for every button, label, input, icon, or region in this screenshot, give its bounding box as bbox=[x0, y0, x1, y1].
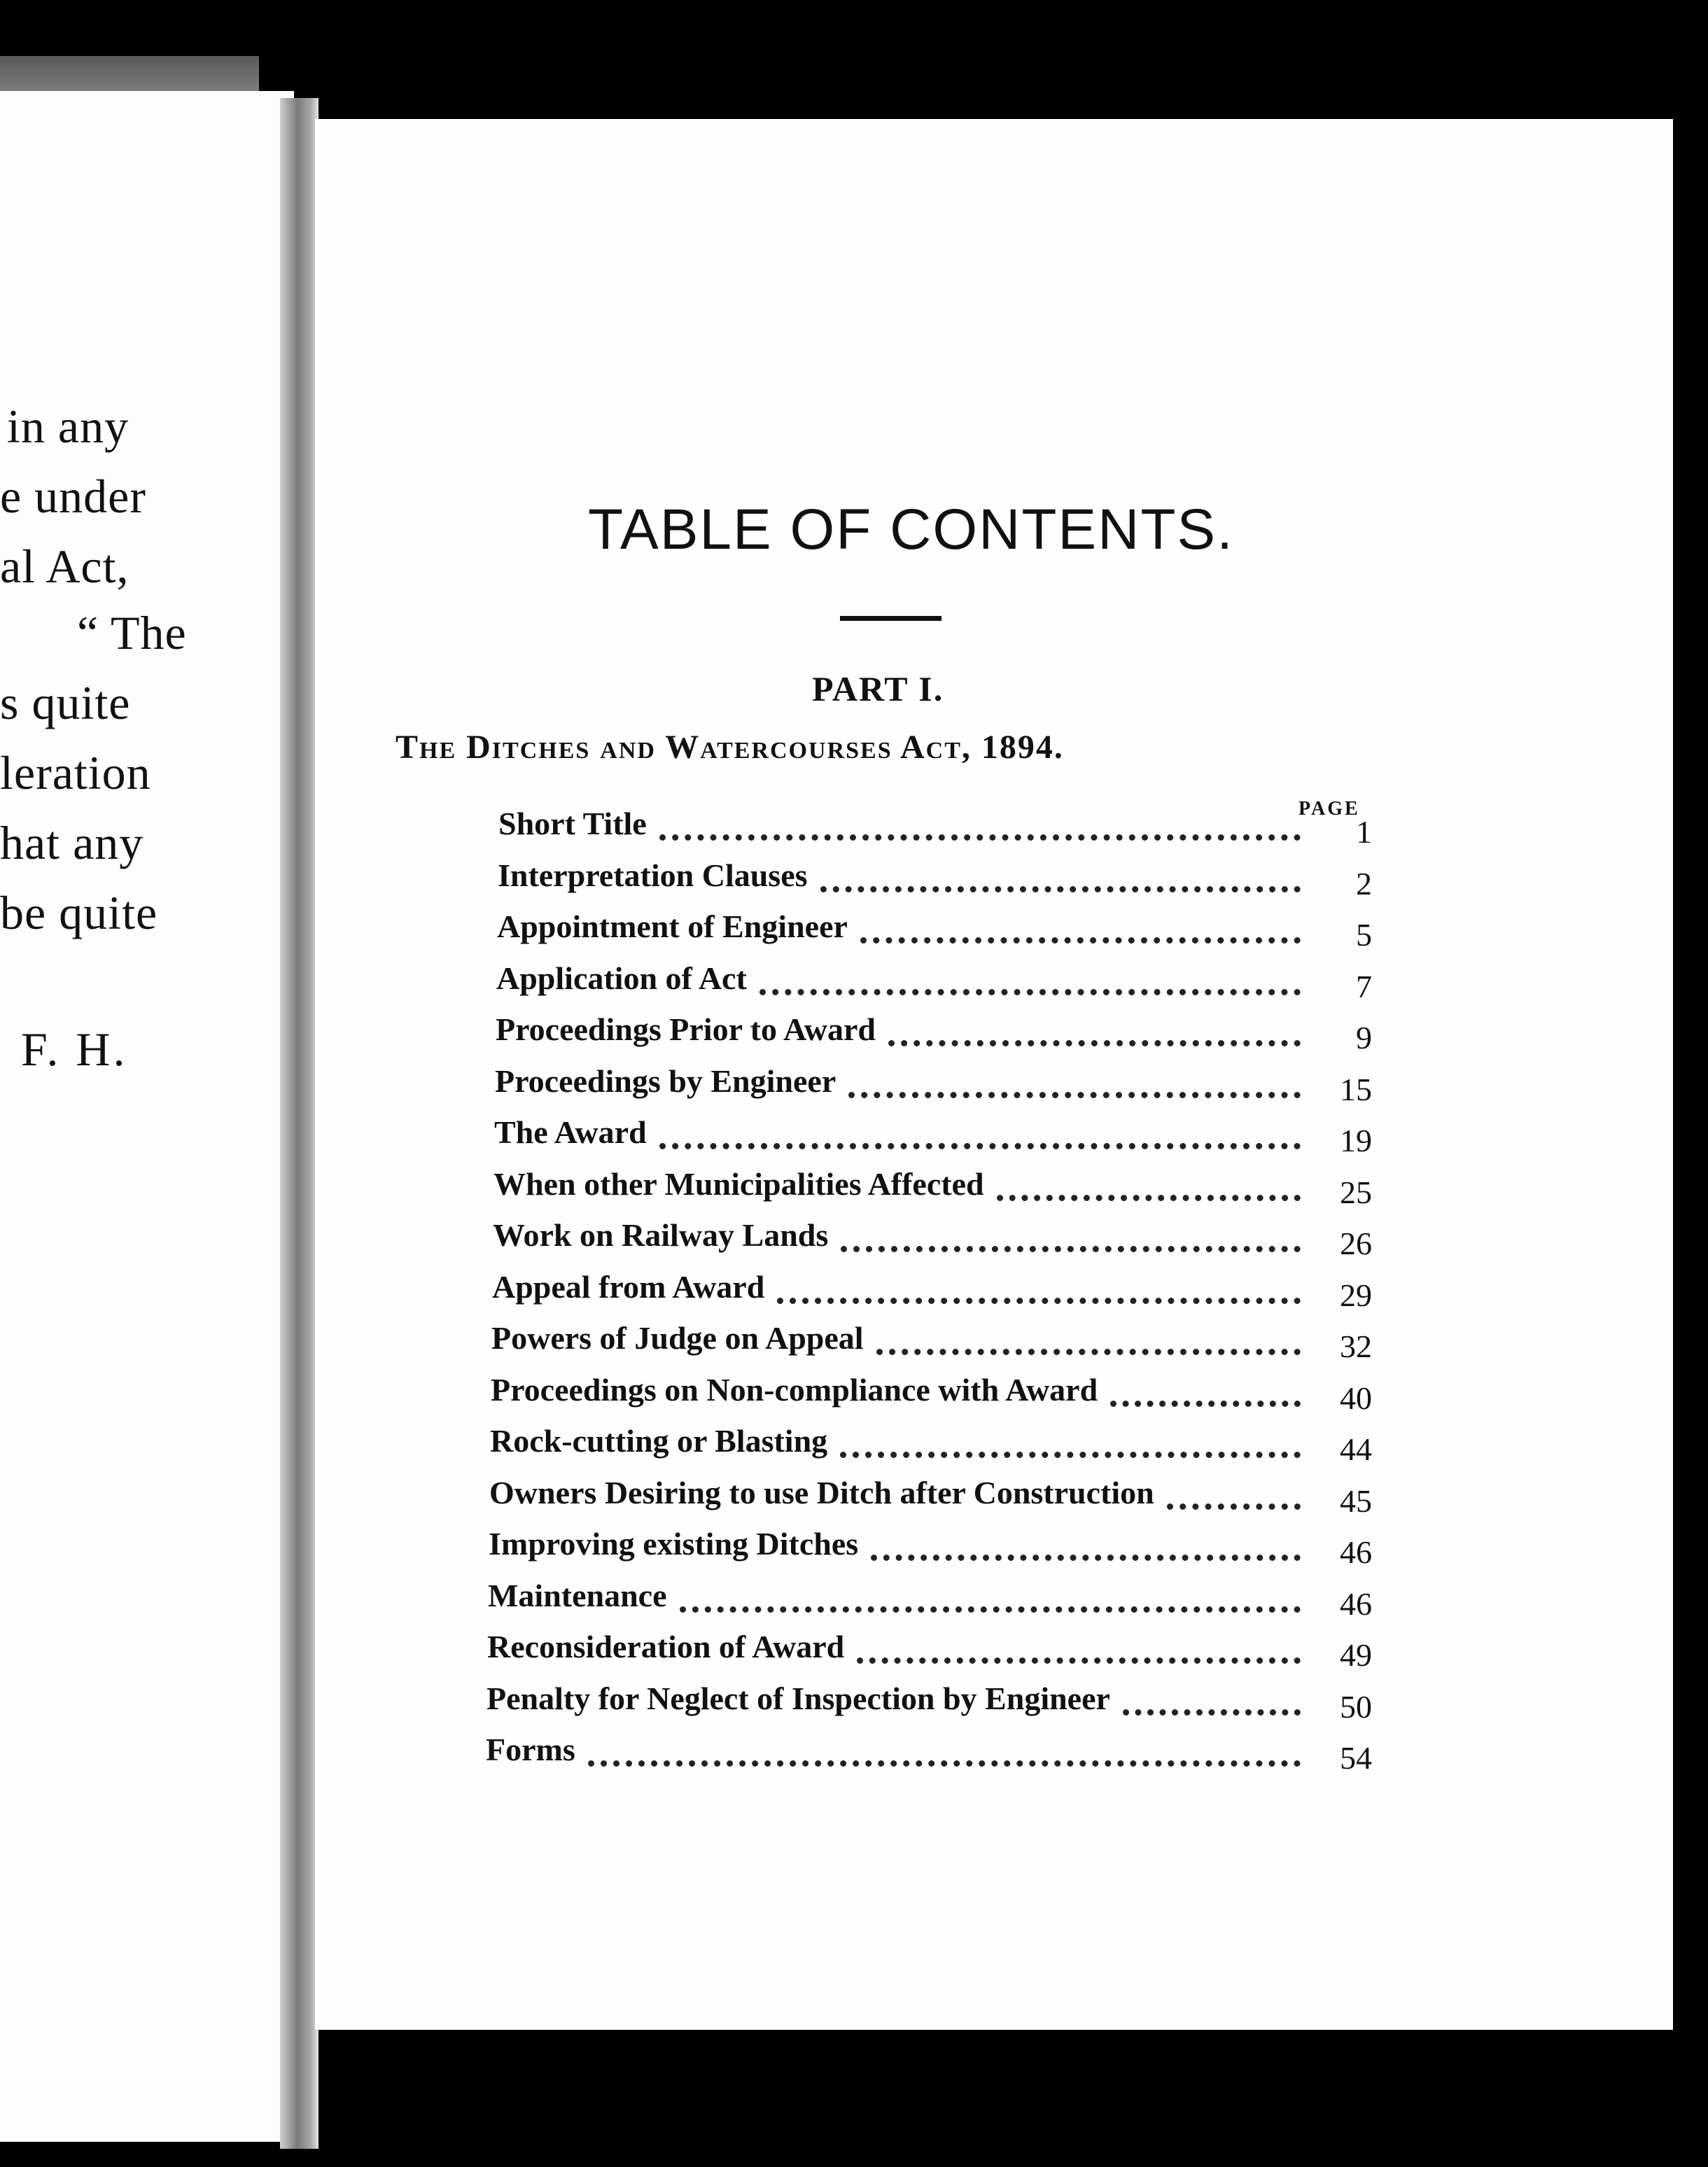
toc-entry-label: Owners Desiring to use Ditch after Construction bbox=[489, 1474, 1167, 1511]
toc-entry bbox=[483, 908, 1372, 960]
toc-dot-leader bbox=[820, 886, 1301, 892]
toc-dot-leader bbox=[871, 1555, 1301, 1561]
toc-entry-page: 49 bbox=[1340, 1637, 1372, 1673]
toc-entry-page: 1 bbox=[1356, 814, 1372, 850]
toc-entry-label: Work on Railway Lands bbox=[493, 1216, 841, 1254]
toc-entry bbox=[483, 1628, 1372, 1680]
toc-dot-leader bbox=[659, 834, 1301, 841]
toc-entry bbox=[483, 960, 1372, 1011]
toc-dot-leader bbox=[840, 1452, 1301, 1458]
left-page-text-line: s quite bbox=[0, 676, 131, 729]
toc-dot-leader bbox=[1110, 1401, 1301, 1407]
toc-dot-leader bbox=[588, 1760, 1301, 1767]
toc-entry bbox=[483, 1216, 1372, 1268]
toc-entry-page: 44 bbox=[1340, 1431, 1372, 1467]
toc-entry-label: Reconsideration of Award bbox=[487, 1628, 857, 1665]
toc-entry-page: 15 bbox=[1340, 1071, 1372, 1107]
left-page-text-line: hat any bbox=[0, 816, 144, 869]
toc-dot-leader bbox=[680, 1606, 1301, 1613]
toc-entry-label: When other Municipalities Affected bbox=[493, 1165, 997, 1202]
toc-entry-label: Proceedings by Engineer bbox=[495, 1063, 848, 1100]
toc-entry-label: Penalty for Neglect of Inspection by Engineer bbox=[486, 1680, 1123, 1717]
toc-entry-label: Proceedings Prior to Award bbox=[496, 1011, 888, 1048]
toc-entry bbox=[483, 1268, 1372, 1320]
toc-entry bbox=[483, 1319, 1372, 1371]
toc-dot-leader bbox=[760, 989, 1301, 995]
toc-dot-leader bbox=[888, 1040, 1301, 1046]
toc-dot-leader bbox=[777, 1298, 1301, 1304]
toc-entry bbox=[483, 1063, 1372, 1114]
toc-entry-page: 2 bbox=[1356, 865, 1372, 902]
toc-dot-leader bbox=[997, 1195, 1301, 1201]
left-page-text-line: e under bbox=[0, 470, 147, 523]
toc-entry-page: 46 bbox=[1340, 1534, 1372, 1570]
toc-entry bbox=[483, 1114, 1372, 1165]
toc-entry-page: 54 bbox=[1340, 1740, 1372, 1776]
toc-entry-page: 26 bbox=[1340, 1226, 1372, 1261]
toc-entry-label: Proceedings on Non-compliance with Award bbox=[491, 1371, 1110, 1408]
toc-entry-label: Appeal from Award bbox=[492, 1268, 777, 1305]
toc-entry bbox=[483, 1371, 1372, 1423]
toc-entry bbox=[483, 1474, 1372, 1526]
book-gutter bbox=[280, 98, 318, 2149]
toc-entry-page: 5 bbox=[1356, 917, 1372, 953]
toc-list bbox=[483, 805, 1372, 1783]
page-column-label: PAGE bbox=[1298, 798, 1360, 820]
toc-dot-leader bbox=[857, 1657, 1301, 1664]
left-page-signature: F. H. bbox=[21, 1023, 128, 1076]
left-page-text-line: leration bbox=[0, 746, 151, 799]
toc-entry-label: Forms bbox=[486, 1731, 588, 1768]
toc-dot-leader bbox=[848, 1092, 1301, 1098]
toc-entry bbox=[483, 1731, 1372, 1783]
toc-entry-label: Maintenance bbox=[488, 1577, 680, 1614]
toc-entry-page: 46 bbox=[1340, 1585, 1372, 1622]
toc-entry-label: Interpretation Clauses bbox=[498, 857, 820, 894]
toc-dot-leader bbox=[876, 1349, 1301, 1355]
toc-entry bbox=[483, 1680, 1372, 1732]
toc-entry-label: The Award bbox=[494, 1114, 659, 1151]
act-title: The Ditches and Watercourses Act, 1894. bbox=[396, 729, 1064, 766]
toc-dot-leader bbox=[860, 937, 1301, 944]
toc-entry bbox=[483, 857, 1372, 909]
toc-entry bbox=[483, 1011, 1372, 1063]
toc-entry bbox=[483, 1422, 1372, 1474]
left-page-text-line: al Act, bbox=[0, 540, 130, 593]
toc-entry bbox=[483, 1577, 1372, 1629]
toc-entry-label: Application of Act bbox=[496, 960, 760, 997]
left-page-text-line: be quite bbox=[0, 886, 158, 939]
toc-dot-leader bbox=[659, 1143, 1301, 1149]
left-page-text-line: “ The bbox=[77, 606, 187, 659]
toc-dot-leader bbox=[1167, 1503, 1301, 1510]
left-page-text-line: in any bbox=[7, 400, 130, 453]
toc-entry-label: Appointment of Engineer bbox=[497, 908, 860, 945]
page-title: TABLE OF CONTENTS. bbox=[588, 498, 1234, 561]
toc-entry bbox=[483, 805, 1372, 857]
toc-entry-page: 9 bbox=[1356, 1020, 1372, 1056]
toc-entry-page: 40 bbox=[1340, 1380, 1372, 1416]
toc-entry bbox=[483, 1525, 1372, 1577]
toc-entry-page: 50 bbox=[1340, 1688, 1372, 1725]
toc-entry-label: Improving existing Ditches bbox=[489, 1525, 871, 1562]
toc-entry-page: 29 bbox=[1340, 1277, 1372, 1313]
toc-entry-label: Short Title bbox=[498, 805, 659, 842]
toc-entry-page: 7 bbox=[1356, 968, 1372, 1004]
part-heading: PART I. bbox=[812, 669, 944, 708]
title-divider bbox=[840, 616, 941, 621]
toc-entry-page: 19 bbox=[1340, 1123, 1372, 1158]
toc-entry bbox=[483, 1165, 1372, 1217]
toc-dot-leader bbox=[841, 1246, 1301, 1252]
toc-entry-page: 32 bbox=[1340, 1328, 1372, 1364]
toc-entry-label: Rock-cutting or Blasting bbox=[490, 1422, 840, 1459]
toc-entry-label: Powers of Judge on Appeal bbox=[491, 1319, 876, 1356]
toc-entry-page: 25 bbox=[1340, 1174, 1372, 1210]
toc-entry-page: 45 bbox=[1340, 1482, 1372, 1519]
toc-dot-leader bbox=[1123, 1709, 1301, 1716]
